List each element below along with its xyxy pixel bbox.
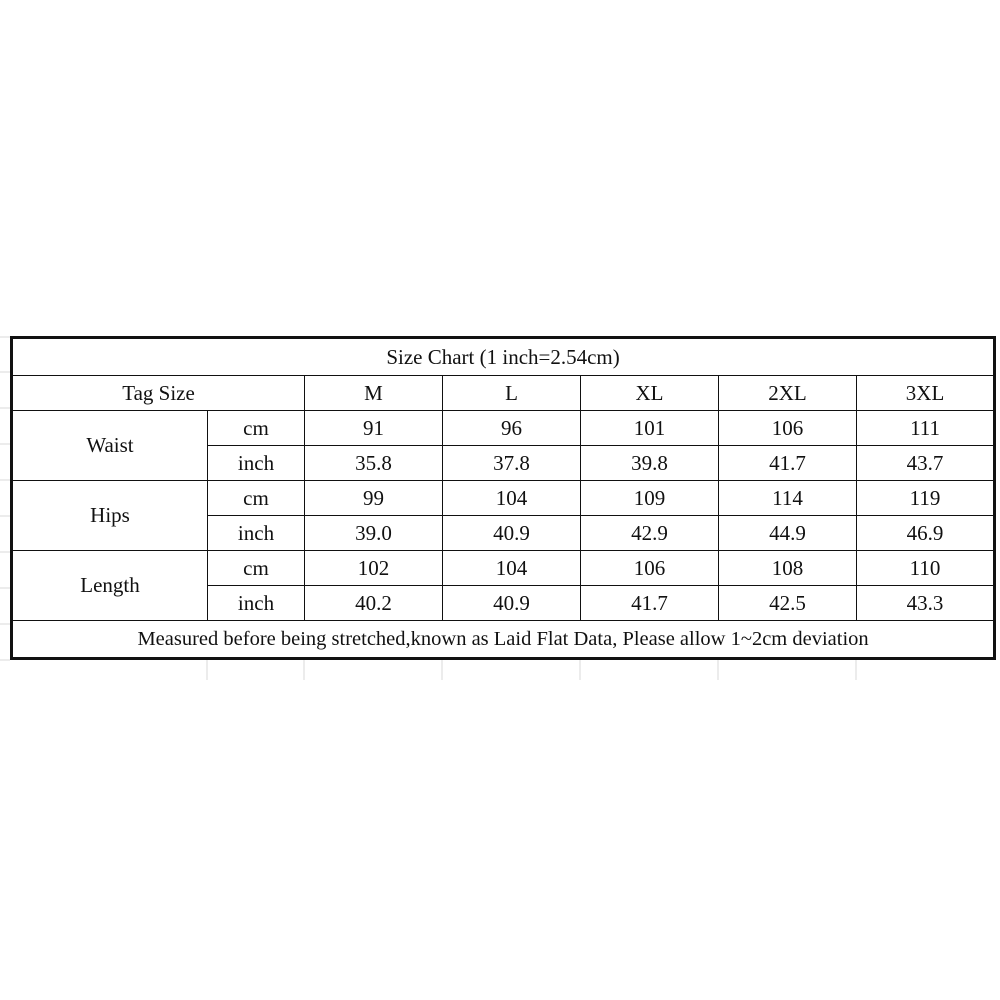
- size-header-m: M: [305, 376, 443, 411]
- unit-label: inch: [208, 516, 305, 551]
- note-row: [12, 621, 995, 659]
- table-cell: 42.9: [581, 516, 719, 551]
- table-cell: 40.9: [443, 586, 581, 621]
- table-cell: 106: [719, 411, 857, 446]
- length-label: Length: [12, 551, 208, 621]
- table-cell: 96: [443, 411, 581, 446]
- table-cell: 40.9: [443, 516, 581, 551]
- unit-label: inch: [208, 586, 305, 621]
- hips-label: Hips: [12, 481, 208, 551]
- title-row: [12, 338, 995, 376]
- table-cell: 108: [719, 551, 857, 586]
- waist-label: Waist: [12, 411, 208, 481]
- unit-label: cm: [208, 411, 305, 446]
- table-cell: 40.2: [305, 586, 443, 621]
- length-cm-row: [12, 551, 995, 586]
- size-header-2xl: 2XL: [719, 376, 857, 411]
- table-cell: 111: [857, 411, 995, 446]
- table-cell: 104: [443, 551, 581, 586]
- table-cell: 104: [443, 481, 581, 516]
- table-cell: 91: [305, 411, 443, 446]
- table-cell: 39.0: [305, 516, 443, 551]
- table-cell: 42.5: [719, 586, 857, 621]
- size-header-l: L: [443, 376, 581, 411]
- table-cell: 102: [305, 551, 443, 586]
- table-cell: 114: [719, 481, 857, 516]
- size-chart-table: [10, 336, 996, 660]
- table-cell: 41.7: [719, 446, 857, 481]
- unit-label: cm: [208, 551, 305, 586]
- table-cell: 101: [581, 411, 719, 446]
- table-cell: 37.8: [443, 446, 581, 481]
- table-cell: 35.8: [305, 446, 443, 481]
- table-cell: 106: [581, 551, 719, 586]
- hips-cm-row: [12, 481, 995, 516]
- waist-cm-row: [12, 411, 995, 446]
- table-cell: 110: [857, 551, 995, 586]
- header-row: [12, 376, 995, 411]
- table-cell: 43.3: [857, 586, 995, 621]
- table-cell: 41.7: [581, 586, 719, 621]
- table-cell: 109: [581, 481, 719, 516]
- table-cell: 99: [305, 481, 443, 516]
- unit-label: cm: [208, 481, 305, 516]
- unit-label: inch: [208, 446, 305, 481]
- size-header-xl: XL: [581, 376, 719, 411]
- table-cell: 119: [857, 481, 995, 516]
- size-chart-title: Size Chart (1 inch=2.54cm): [12, 338, 995, 376]
- size-header-3xl: 3XL: [857, 376, 995, 411]
- table-cell: 46.9: [857, 516, 995, 551]
- table-cell: 44.9: [719, 516, 857, 551]
- tag-size-header: Tag Size: [12, 376, 305, 411]
- table-cell: 39.8: [581, 446, 719, 481]
- measurement-note: Measured before being stretched,known as Laid Flat Data, Please allow 1~2cm deviation: [12, 621, 995, 659]
- table-cell: 43.7: [857, 446, 995, 481]
